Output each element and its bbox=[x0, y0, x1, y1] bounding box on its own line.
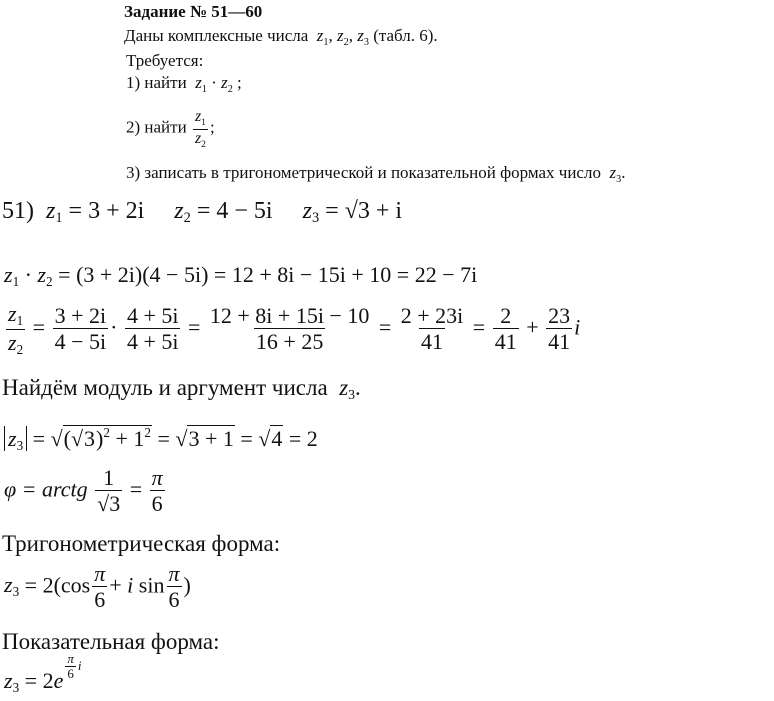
exp-form-line: $z_3 = 2e$ $\frac{\pi}{6}$ i bbox=[4, 650, 82, 695]
exponent bbox=[63, 652, 81, 682]
q-f3-den: 16 + 25 bbox=[255, 329, 324, 355]
exp-suffix: i bbox=[77, 658, 82, 673]
task-required: Требуется: bbox=[126, 51, 204, 70]
task-item-2-fraction: $\frac{z_1}{z_2}$ bbox=[194, 108, 206, 150]
task-item-3-label: 3) записать в тригонометрической и показательной формах число bbox=[126, 163, 601, 182]
arg-res-num: π bbox=[151, 465, 163, 490]
q-f4-num: 2 + 23i bbox=[400, 303, 464, 329]
given-z2: 4 − 5i bbox=[216, 198, 273, 224]
q-f2-num: 4 + 5i bbox=[126, 303, 179, 329]
product-step-1: (3 + 2i)(4 − 5i) bbox=[76, 262, 209, 287]
arg-res-den: 6 bbox=[151, 491, 163, 517]
trig-form-line: $z_3 = 2(\cos$ $\frac{\pi}{6}$ + i sin $\frac{\pi}{6}$ ) bbox=[4, 561, 191, 613]
q-f2-den: 4 + 5i bbox=[126, 329, 179, 355]
arg-frac-num: 1 bbox=[103, 465, 115, 490]
exp-frac-den: 6 bbox=[67, 666, 74, 682]
arg-frac-den: √3 bbox=[97, 491, 121, 517]
given-values: 51) $z_1 = 3 + 2i$ $z_2 = 4 - 5i$ $z_3 = √3 + i$ bbox=[2, 198, 403, 226]
modulus-heading-text: Найдём модуль и аргумент числа bbox=[2, 375, 328, 400]
product-result: 22 − 7i bbox=[414, 262, 478, 287]
modulus-line: $z_3 = √(√3)^2 + 1^2 = √3 + 1 = √4 = 2$ bbox=[4, 420, 318, 459]
problem-number: 51) bbox=[2, 198, 34, 224]
trig-frac1-den: 6 bbox=[94, 587, 106, 613]
task-intro: Даны комплексные числа $z_1$, $z_2$, $z_3$ (табл. 6). bbox=[124, 26, 438, 48]
trig-close: ) bbox=[183, 572, 191, 598]
q-f6-den: 41 bbox=[548, 329, 571, 355]
task-intro-text: Даны комплексные числа bbox=[124, 26, 309, 45]
task-item-3: 3) записать в тригонометрической и показательной формах число $z_3$. bbox=[126, 163, 626, 185]
given-z1: 3 + 2i bbox=[88, 198, 145, 224]
trig-frac1-num: π bbox=[94, 561, 106, 586]
q-f3-num: 12 + 8i + 15i − 10 bbox=[209, 303, 370, 329]
task-item-2-label: 2) найти bbox=[126, 117, 187, 137]
quotient-line: $\frac{z_1}{z_2}$ = $\frac{3 + 2i}{4 - 5i}$ · $\frac{4 + 5i}{4 + 5i}$ = $\frac{12 + 8i + 15i - 10}{16 + 25}$ = $\frac{2 + 23i}{41}$ = $\frac{2}{41}$ + $\frac{23}{41}$ i bbox=[8, 301, 581, 357]
q-f5-den: 41 bbox=[494, 329, 517, 355]
argument-lhs: φ = arctg bbox=[4, 476, 88, 502]
exp-heading: Показательная форма: bbox=[2, 629, 220, 654]
q-f1-den: 4 − 5i bbox=[54, 329, 107, 355]
q-f1-num: 3 + 2i bbox=[54, 303, 107, 329]
given-z3: √3 + i bbox=[344, 198, 403, 224]
task-item-2: 2) найти $\frac{z_1}{z_2}$ ; bbox=[126, 108, 215, 150]
q-f6-num: 23 bbox=[548, 303, 571, 329]
modulus-result: 2 bbox=[306, 426, 318, 451]
modulus-heading: Найдём модуль и аргумент числа $z_3$. bbox=[2, 375, 361, 402]
trig-frac2-den: 6 bbox=[168, 587, 180, 613]
task-item-1-label: 1) найти bbox=[126, 73, 187, 92]
argument-line: φ = arctg $\frac{1}{√3}$ = $\frac{\pi}{6}$ bbox=[4, 465, 163, 517]
task-item-1: 1) найти $z_1 \cdot z_2$ ; bbox=[126, 73, 242, 95]
trig-heading: Тригонометрическая форма: bbox=[2, 531, 281, 556]
q-f4-den: 41 bbox=[421, 329, 444, 355]
task-intro-ref: (табл. 6). bbox=[373, 26, 438, 45]
task-title: Задание № 51—60 bbox=[124, 2, 263, 21]
trig-frac2-num: π bbox=[168, 561, 180, 586]
q-f5-num: 2 bbox=[500, 303, 512, 329]
exp-frac-num: π bbox=[67, 650, 74, 666]
product-line: $z_1 \cdot z_2 = (3 + 2i)(4 - 5i) = 12 + 8i - 15i + 10 = 22 - 7i$ bbox=[4, 262, 478, 289]
product-step-2: 12 + 8i − 15i + 10 bbox=[231, 262, 392, 287]
